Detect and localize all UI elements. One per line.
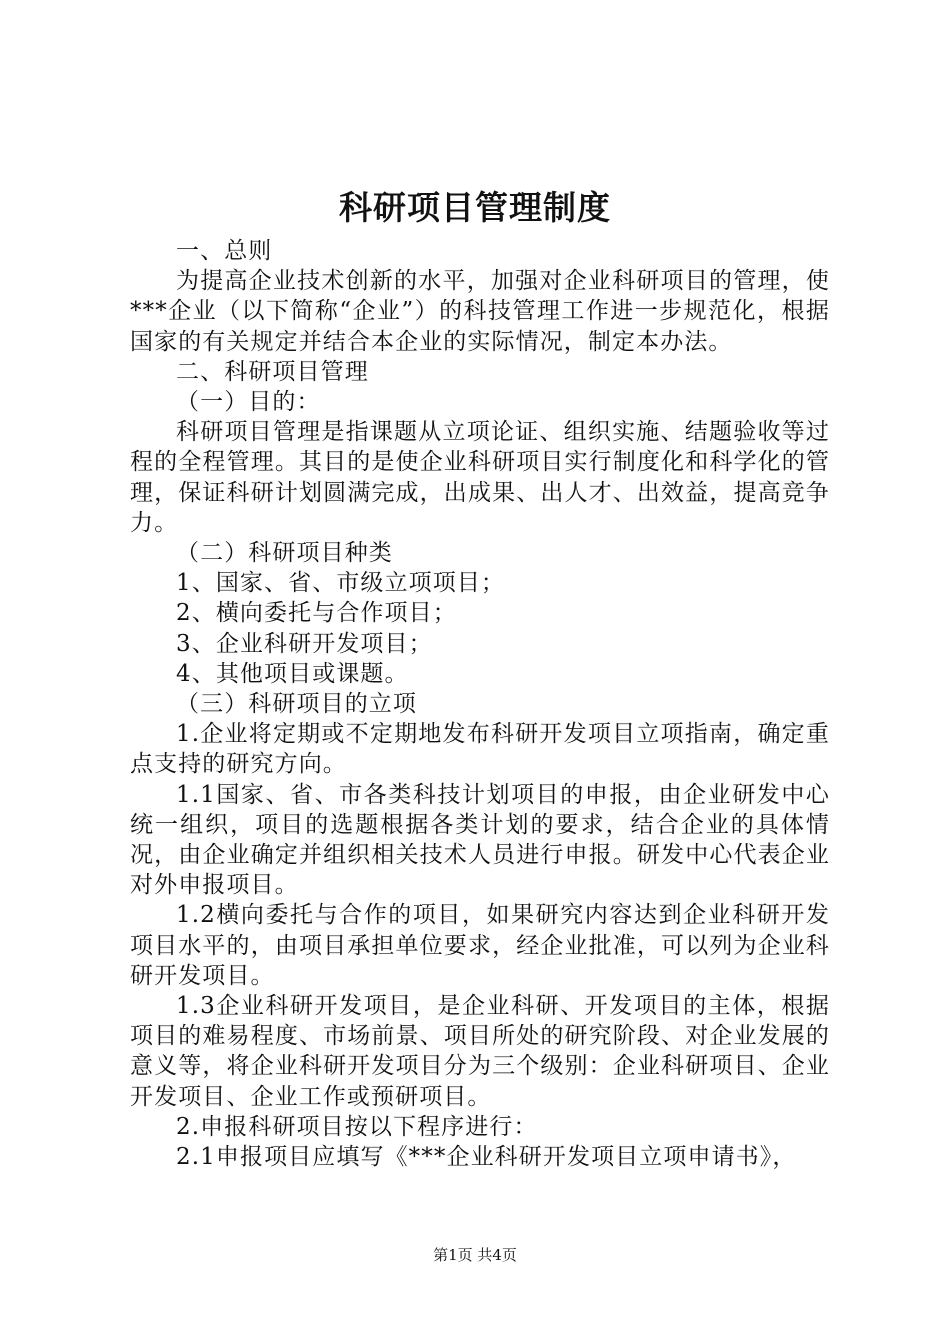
- section-heading: 一、总则: [176, 238, 273, 264]
- paragraph: 科研项目管理是指课题从立项论证、组织实施、结题验收等过程的全程管理。其目的是使企业科研项目实行制度化和科学化的管理，保证科研计划圆满完成，出成果、出人才、出效益，提高竞争力。: [130, 419, 830, 536]
- list-item: 2、横向委托与合作项目；: [176, 600, 457, 627]
- list-item: 3、企业科研开发项目；: [176, 630, 433, 657]
- subsection-heading: （一）目的：: [176, 389, 321, 416]
- subsection-heading: （三）科研项目的立项: [176, 691, 417, 718]
- document-title: 科研项目管理制度: [339, 188, 611, 227]
- paragraph: 1.1国家、省、市各类科技计划项目的申报，由企业研发中心统一组织，项目的选题根据各类计划的要求，结合企业的具体情况，由企业确定并组织相关技术人员进行申报。研发中心代表企业对外申报项目。: [130, 781, 830, 899]
- list-item: 4、其他项目或课题。: [176, 660, 409, 687]
- page-footer: 第1页 共4页: [433, 1246, 517, 1264]
- section-heading: 二、科研项目管理: [176, 358, 369, 385]
- paragraph: 1.企业将定期或不定期地发布科研开发项目立项指南，确定重点支持的研究方向。: [130, 721, 830, 778]
- subsection-heading: （二）科研项目种类: [176, 540, 393, 567]
- paragraph: 2.1申报项目应填写《***企业科研开发项目立项申请书》，: [176, 1144, 797, 1171]
- paragraph: 2.申报科研项目按以下程序进行：: [176, 1113, 538, 1140]
- paragraph: 为提高企业技术创新的水平，加强对企业科研项目的管理，使***企业（以下简称“企业”）的科技管理工作进一步规范化，根据国家的有关规定并结合本企业的实际情况，制定本办法。: [130, 268, 830, 355]
- list-item: 1、国家、省、市级立项项目；: [176, 570, 506, 597]
- paragraph: 1.2横向委托与合作的项目，如果研究内容达到企业科研开发项目水平的，由项目承担单位要求，经企业批准，可以列为企业科研开发项目。: [130, 902, 830, 989]
- document-body: [130, 236, 830, 1172]
- paragraph: 1.3企业科研开发项目，是企业科研、开发项目的主体，根据项目的难易程度、市场前景、项目所处的研究阶段、对企业发展的意义等，将企业科研开发项目分为三个级别：企业科研项目、企业开发项目、企业工作或预研项目。: [130, 993, 830, 1110]
